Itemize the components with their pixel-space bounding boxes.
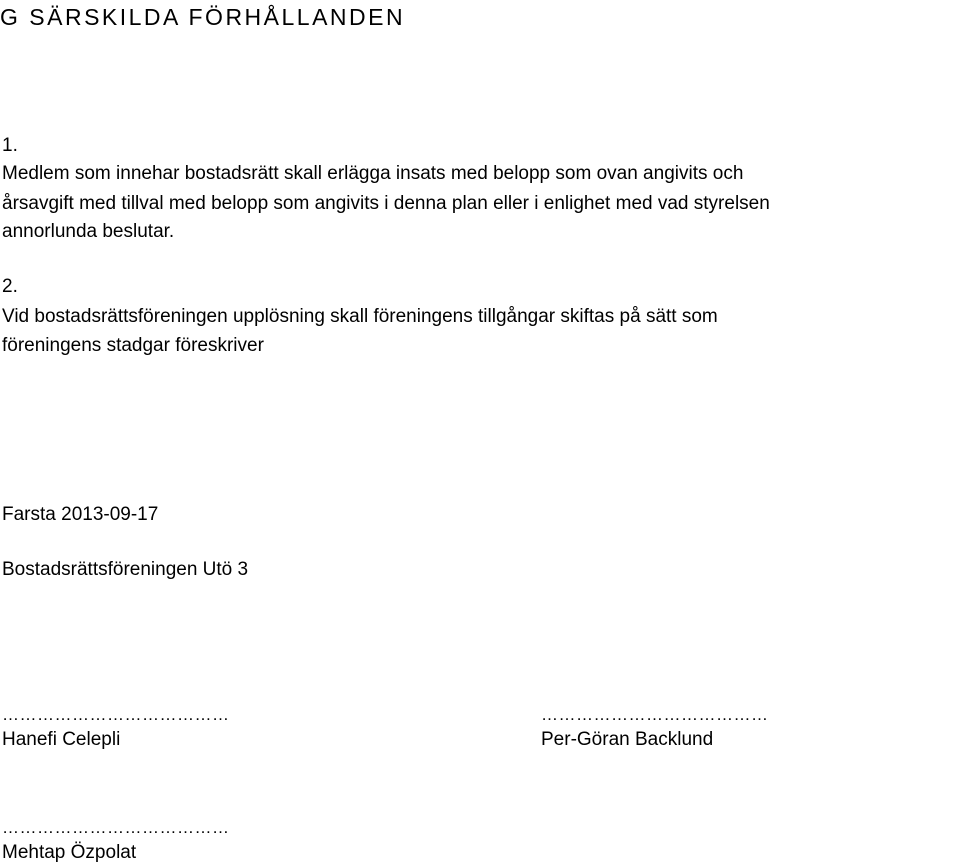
section-2-number: 2. bbox=[2, 276, 18, 297]
section-1-line-1: Medlem som innehar bostadsrätt skall erlägga insats med belopp som ovan angivits och bbox=[2, 163, 744, 184]
signatory-name-1: Hanefi Celepli bbox=[2, 729, 121, 750]
section-1-line-2: årsavgift med tillval med belopp som angivits i denna plan eller i enlighet med vad styrelsen bbox=[2, 193, 770, 214]
section-2-line-1: Vid bostadsrättsföreningen upplösning skall föreningens tillgångar skiftas på sätt som bbox=[2, 306, 718, 327]
place-date: Farsta 2013-09-17 bbox=[2, 504, 159, 525]
section-1-number: 1. bbox=[2, 135, 18, 156]
signature-line-2: ………………………………… bbox=[541, 705, 769, 724]
signature-line-1: ………………………………… bbox=[2, 705, 230, 724]
section-heading: G SÄRSKILDA FÖRHÅLLANDEN bbox=[0, 4, 406, 30]
section-1-line-3: annorlunda beslutar. bbox=[2, 221, 175, 242]
signature-line-3: ………………………………… bbox=[2, 818, 230, 837]
organization-name: Bostadsrättsföreningen Utö 3 bbox=[2, 559, 249, 580]
signatory-name-3: Mehtap Özpolat bbox=[2, 842, 137, 863]
signatory-name-2: Per-Göran Backlund bbox=[541, 729, 714, 750]
section-2-line-2: föreningens stadgar föreskriver bbox=[2, 335, 264, 356]
